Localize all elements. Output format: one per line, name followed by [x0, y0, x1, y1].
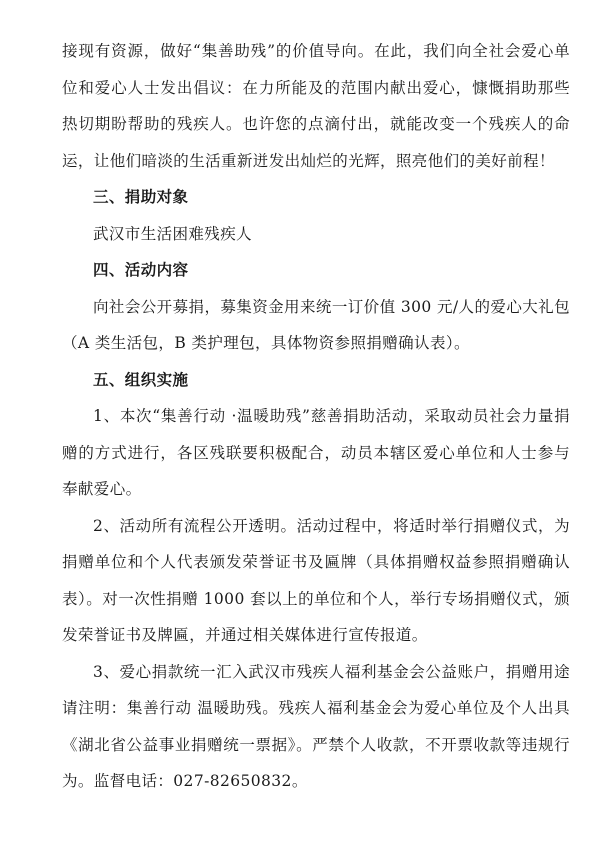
section-3-heading: 三、捐助对象: [93, 188, 189, 206]
section-4-body: 向社会公开募捐，募集资金用来统一订价值 300 元/人的爱心大礼包（A 类生活包，B 类护理包，具体物资参照捐赠确认表）。: [62, 297, 570, 352]
intro-paragraph: 接现有资源，做好“集善助残”的价值导向。在此，我们向全社会爱心单位和爱心人士发出倡议：在力所能及的范围内献出爱心，慷慨捐助那些热切期盼帮助的残疾人。也许您的点滴付出，就能改变一个残疾人的命运，让他们暗淡的生活重新迸发出灿烂的光辉，照亮他们的美好前程！: [62, 42, 570, 170]
section-3-body: 武汉市生活困难残疾人: [93, 224, 253, 243]
section-4-heading: 四、活动内容: [93, 261, 189, 279]
section-5-item-1: 1、本次“集善行动 ·温暖助残”慈善捐助活动，采取动员社会力量捐赠的方式进行，各区残联要积极配合，动员本辖区爱心单位和人士参与奉献爱心。: [62, 407, 570, 498]
section-5-heading: 五、组织实施: [93, 370, 189, 389]
section-5-item-2: 2、活动所有流程公开透明。活动过程中，将适时举行捐赠仪式，为捐赠单位和个人代表颁发荣誉证书及匾牌（具体捐赠权益参照捐赠确认表）。对一次性捐赠 1000 套以上的单位和个人，举行专场捐赠仪式，颁发荣誉证书及牌匾，并通过相关媒体进行宣传报道。: [62, 516, 570, 644]
section-5-item-3: 3、爱心捐款统一汇入武汉市残疾人福利基金会公益账户，捐赠用途请注明：集善行动 温暖助残。残疾人福利基金会为爱心单位及个人出具《湖北省公益事业捐赠统一票据》。严禁个人收款，不开票收款等违规行为。监督电话：027-82650832。: [62, 662, 570, 790]
